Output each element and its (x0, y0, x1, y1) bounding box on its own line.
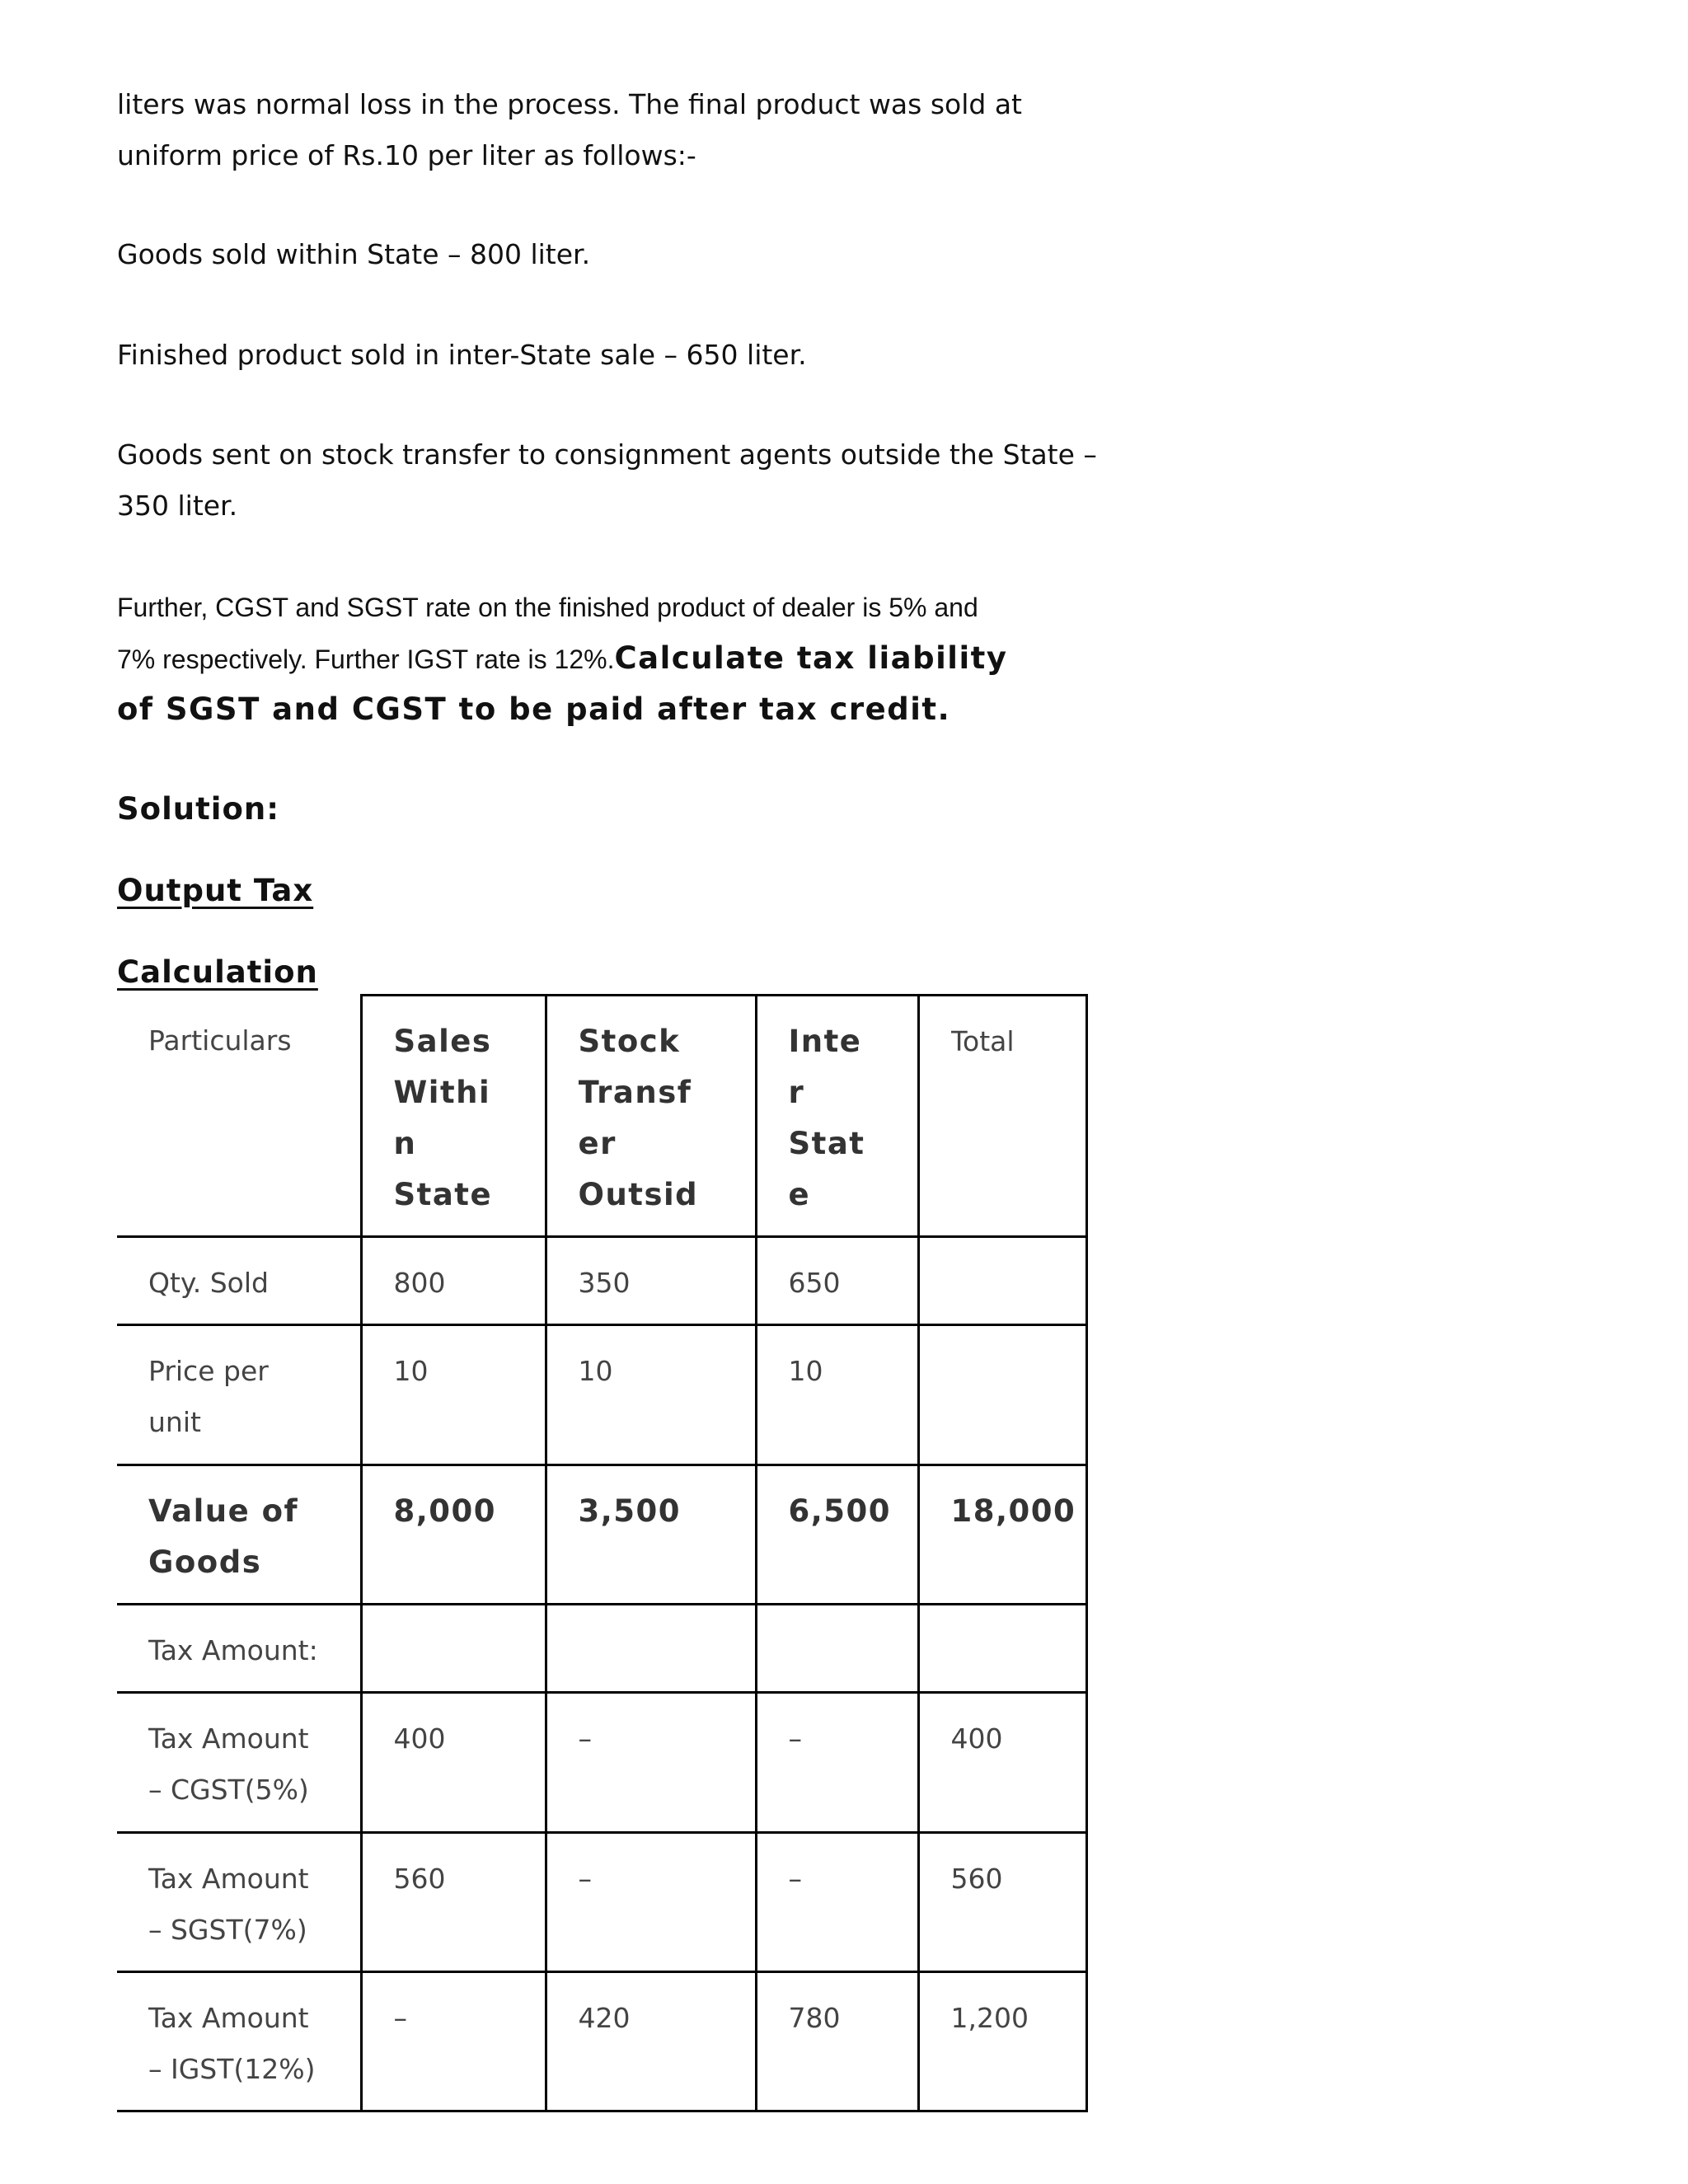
header-inter-state-line: Stat (788, 1126, 865, 1161)
sale-within-state: Goods sold within State – 800 liter. (117, 238, 591, 270)
header-total-content (951, 1016, 1085, 1232)
cell-total: 560 (918, 1833, 1086, 1972)
header-particulars-line: Particulars (148, 1024, 292, 1057)
cell-total (918, 1237, 1086, 1325)
header-total (918, 996, 1086, 1237)
table-header-row (117, 996, 1086, 1237)
intro-line-2: uniform price of Rs.10 per liter as follows:- (117, 139, 696, 171)
row-label-content (148, 1993, 360, 2107)
header-sales-within-state-line: Sales (393, 1024, 492, 1059)
row-label-line: Goods (148, 1544, 262, 1580)
row-label-line: – CGST(5%) (148, 1774, 309, 1806)
row-label-line: Tax Amount: (148, 1634, 318, 1666)
header-particulars-content (148, 1015, 360, 1231)
table-row (117, 1605, 1086, 1693)
header-inter-state-line: r (788, 1075, 805, 1110)
cell-sales-within-state: 560 (361, 1833, 546, 1972)
row-label-content (148, 1625, 360, 1688)
cell-total (918, 1325, 1086, 1465)
cell-inter-state: 6,500 (756, 1465, 918, 1605)
cell-stock-transfer-outside: 3,500 (546, 1465, 756, 1605)
header-sales-within-state (361, 996, 546, 1237)
table-row (117, 1465, 1086, 1605)
header-inter-state-content (789, 1016, 917, 1232)
rates-line-2-text: 7% respectively. Further IGST rate is 12%. (117, 644, 615, 674)
row-label-content (148, 1346, 360, 1460)
header-sales-within-state-line: State (393, 1177, 493, 1212)
row-label (117, 1972, 361, 2111)
question-line-2 (117, 684, 950, 736)
question-part-2: of SGST and CGST to be paid after tax credit. (117, 691, 951, 727)
row-label-content (148, 1258, 360, 1320)
solution-heading: Solution: (117, 791, 280, 827)
row-label-line: Value of (148, 1493, 299, 1529)
row-label-line: Qty. Sold (148, 1267, 269, 1299)
header-inter-state-line: e (788, 1177, 811, 1212)
row-label-content (148, 1713, 360, 1828)
header-stock-transfer-outside (546, 996, 756, 1237)
rates-line-2 (117, 633, 1007, 685)
header-total-line: Total (950, 1025, 1015, 1057)
row-label-line: Tax Amount (148, 1722, 309, 1755)
table-row (117, 1693, 1086, 1833)
header-sales-within-state-line: n (393, 1126, 417, 1161)
table-row (117, 1237, 1086, 1325)
row-label-line: Tax Amount (148, 1863, 309, 1895)
sale-inter-state: Finished product sold in inter-State sale – 650 liter. (117, 339, 807, 371)
cell-total: 1,200 (918, 1972, 1086, 2111)
header-stock-transfer-outside-content (579, 1016, 755, 1232)
output-tax-table-body (117, 996, 1086, 2111)
cell-stock-transfer-outside: – (546, 1833, 756, 1972)
header-stock-transfer-outside-line: Outsid (578, 1177, 699, 1212)
cell-stock-transfer-outside (546, 1605, 756, 1693)
cell-total: 18,000 (918, 1465, 1086, 1605)
row-label (117, 1465, 361, 1605)
cell-stock-transfer-outside: 350 (546, 1237, 756, 1325)
stock-transfer-line-2: 350 liter. (117, 490, 238, 522)
row-label (117, 1833, 361, 1972)
row-label-content (148, 1854, 360, 1967)
rates-line-1: Further, CGST and SGST rate on the finished product of dealer is 5% and (117, 593, 978, 622)
row-label-content (148, 1486, 360, 1600)
calculation-heading: Calculation (117, 954, 318, 990)
cell-sales-within-state: – (361, 1972, 546, 2111)
row-label-line: Tax Amount (148, 2002, 309, 2034)
cell-stock-transfer-outside: – (546, 1693, 756, 1833)
row-label-line: unit (148, 1406, 201, 1438)
row-label-line: – IGST(12%) (148, 2053, 316, 2085)
cell-stock-transfer-outside: 420 (546, 1972, 756, 2111)
intro-line-1: liters was normal loss in the process. The final product was sold at (117, 88, 1022, 120)
row-label-line: Price per (148, 1355, 269, 1387)
header-stock-transfer-outside-line: Stock (578, 1024, 681, 1059)
cell-total (918, 1605, 1086, 1693)
cell-sales-within-state: 400 (361, 1693, 546, 1833)
table-row (117, 1972, 1086, 2111)
cell-total: 400 (918, 1693, 1086, 1833)
stock-transfer-line-1: Goods sent on stock transfer to consignment agents outside the State – (117, 438, 1097, 471)
cell-sales-within-state: 8,000 (361, 1465, 546, 1605)
header-sales-within-state-line: Withi (393, 1075, 491, 1110)
output-tax-table (117, 994, 1088, 2112)
header-sales-within-state-content (394, 1016, 545, 1232)
row-label (117, 1605, 361, 1693)
header-inter-state (756, 996, 918, 1237)
header-particulars (117, 996, 361, 1237)
cell-inter-state: – (756, 1833, 918, 1972)
header-stock-transfer-outside-line: er (578, 1126, 617, 1161)
cell-inter-state: 780 (756, 1972, 918, 2111)
cell-sales-within-state: 800 (361, 1237, 546, 1325)
cell-stock-transfer-outside: 10 (546, 1325, 756, 1465)
question-part-1: Calculate tax liability (614, 640, 1008, 676)
row-label (117, 1237, 361, 1325)
row-label (117, 1693, 361, 1833)
cell-inter-state: – (756, 1693, 918, 1833)
table-row (117, 1325, 1086, 1465)
output-tax-heading: Output Tax (117, 873, 314, 908)
row-label (117, 1325, 361, 1465)
cell-sales-within-state: 10 (361, 1325, 546, 1465)
header-inter-state-line: Inte (788, 1024, 862, 1059)
header-stock-transfer-outside-line: Transf (578, 1075, 692, 1110)
row-label-line: – SGST(7%) (148, 1914, 307, 1946)
cell-inter-state: 10 (756, 1325, 918, 1465)
table-row (117, 1833, 1086, 1972)
cell-inter-state (756, 1605, 918, 1693)
cell-sales-within-state (361, 1605, 546, 1693)
cell-inter-state: 650 (756, 1237, 918, 1325)
